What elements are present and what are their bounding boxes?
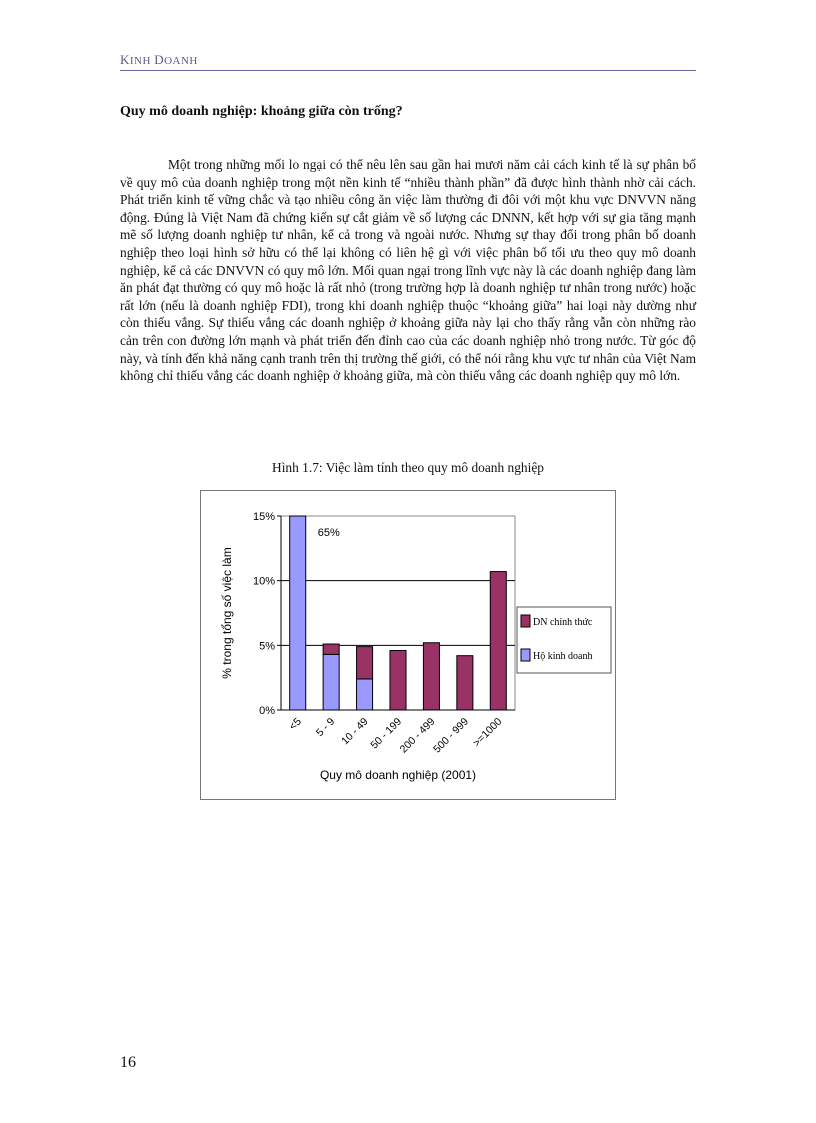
legend-swatch: [521, 649, 530, 661]
employment-chart: [201, 491, 617, 801]
bar: [357, 679, 373, 710]
bar: [323, 644, 339, 654]
running-header: KINH DOANH: [120, 52, 696, 71]
body-paragraph: [120, 156, 696, 385]
bar: [323, 654, 339, 710]
x-tick-label: 5 - 9: [313, 715, 338, 739]
bar: [490, 572, 506, 710]
legend-label: Hộ kinh doanh: [533, 651, 593, 662]
bar: [457, 656, 473, 710]
x-tick-label: 200 - 499: [397, 715, 438, 756]
page-number: 16: [120, 1054, 136, 1071]
x-axis-label: Quy mô doanh nghiệp (2001): [319, 768, 477, 782]
bar: [390, 651, 406, 710]
y-tick-label: 15%: [252, 511, 275, 523]
y-tick-label: 10%: [252, 575, 275, 588]
y-axis-label: % trong tổng số việc làm: [220, 547, 234, 679]
y-tick-label: 5%: [259, 640, 275, 653]
legend-swatch: [521, 615, 530, 627]
bar: [290, 516, 306, 710]
y-tick-label: 0%: [259, 705, 275, 717]
x-tick-label: 10 - 49: [339, 715, 371, 748]
bar: [357, 647, 373, 679]
x-tick-label: 50 - 199: [368, 715, 405, 752]
x-tick-label: <5: [286, 715, 304, 733]
figure-caption: Hình 1.7: Việc làm tính theo quy mô doanh nghiệp: [272, 460, 544, 475]
x-tick-label: 500 - 999: [431, 715, 471, 756]
bar: [423, 643, 439, 710]
body-paragraph-text: Một trong những mối lo ngại có thể nêu lên sau gần hai mươi năm cải cách kinh tế là sự phân bố về quy mô của doanh nghiệp trong một nền kinh tế “nhiều thành phần” đã được hình thành nhờ cải cách. Phát triển kinh tế vững chắc và tạo nhiều công ăn việc làm thường đi đôi với một khu vực DNVVN năng động. Đúng là Việt Nam đã chứng kiến sự cắt giảm về số lượng các DNNN, kết hợp với sự gia tăng mạnh mẽ số lượng doanh nghiệp tư nhân, kể cả trong và ngoài nước. Nhưng sự thay đổi trong phân bố doanh nghiệp theo loại hình sở hữu có thể lại không có liên hệ gì với việc phân bố tối ưu theo quy mô doanh nghiệp, kể cả các DNVVN có quy mô lớn. Mối quan ngại trong lĩnh vực này là các doanh nghiệp đang làm ăn phát đạt thường có quy mô hoặc là rất nhỏ (trong trường hợp là doanh nghiệp tư nhân trong nước) hoặc rất lớn (nếu là doanh nghiệp FDI), trong khi doanh nghiệp thuộc “khoảng giữa” hai loại này dường như còn thiếu vắng. Sự thiếu vắng các doanh nghiệp ở khoảng giữa này lại cho thấy rằng vẫn còn những rào cản trên con đường lớn mạnh và phát triển đến đỉnh cao của các doanh nghiệp nhỏ trong nước. Từ góc độ này, và tính đến khả năng cạnh tranh trên thị trường thế giới, có thể nói rằng khu vực tư nhân của Việt Nam không chỉ thiếu vắng các doanh nghiệp ở khoảng giữa, mà còn thiếu vắng các doanh nghiệp quy mô lớn.: [120, 157, 696, 384]
legend-label: DN chính thức: [533, 617, 593, 628]
section-title: Quy mô doanh nghiệp: khoảng giữa còn trống?: [120, 104, 403, 119]
chart-frame: [200, 490, 616, 800]
x-tick-label: >=1000: [470, 715, 505, 750]
data-label: 65%: [317, 527, 340, 539]
